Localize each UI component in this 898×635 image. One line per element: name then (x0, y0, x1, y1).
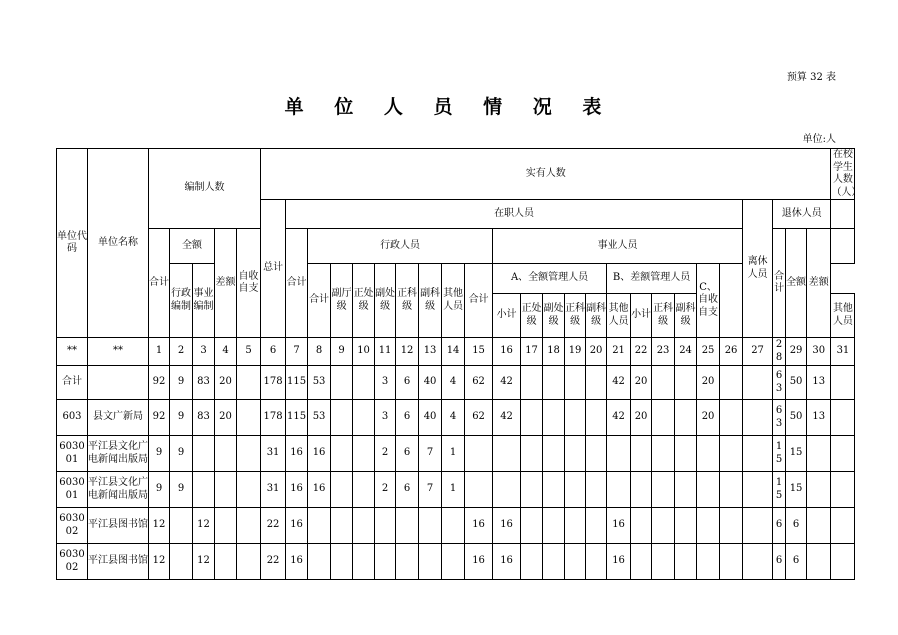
table-cell (331, 508, 353, 544)
table-cell (442, 544, 465, 580)
table-cell (607, 436, 631, 472)
table-cell (675, 400, 697, 436)
table-cell: 20 (697, 400, 720, 436)
table-cell: 9 (149, 436, 170, 472)
lixiu-header: 离休人员 (743, 200, 773, 338)
column-number-row (57, 338, 855, 366)
a-quan-header: A、全额管理人员 (493, 264, 607, 294)
b-xiaoji-header: 小计 (631, 294, 652, 338)
form-number: 预算 32 表 (786, 72, 836, 83)
table-cell (720, 400, 743, 436)
table-cell: 20 (631, 400, 652, 436)
a-xiaoji-header: 小计 (493, 294, 521, 338)
table-cell (353, 508, 375, 544)
table-cell: 63 (773, 400, 786, 436)
col-number: 10 (353, 338, 375, 366)
table-cell (743, 436, 773, 472)
col-number: 18 (543, 338, 565, 366)
table-cell (215, 436, 237, 472)
col-number: 15 (465, 338, 493, 366)
table-cell (720, 472, 743, 508)
table-cell: 6 (396, 472, 419, 508)
table-cell (170, 544, 193, 580)
col-number: 25 (697, 338, 720, 366)
table-cell (521, 544, 543, 580)
c-zishou-header: C、自收自支 (697, 264, 720, 338)
table-cell (237, 472, 261, 508)
col-number: 26 (720, 338, 743, 366)
table-cell: 16 (465, 508, 493, 544)
table-cell: 9 (170, 366, 193, 400)
table-cell: 9 (170, 472, 193, 508)
table-cell: 62 (465, 366, 493, 400)
a-fu-ke-header: 副科级 (586, 294, 607, 338)
table-cell (521, 472, 543, 508)
table-cell (215, 508, 237, 544)
col-number: 2 (170, 338, 193, 366)
col-number: 16 (493, 338, 521, 366)
table-cell: 178 (261, 366, 286, 400)
table-cell: 16 (308, 436, 331, 472)
table-cell: 9 (170, 400, 193, 436)
b-cha-header: B、差额管理人员 (607, 264, 697, 294)
table-cell: 83 (193, 400, 215, 436)
table-cell: 115 (286, 366, 308, 400)
col-number: 21 (607, 338, 631, 366)
unit-name-cell: 平江县文化广电新闻出版局 (88, 436, 149, 472)
table-cell: 13 (807, 366, 831, 400)
table-cell (631, 544, 652, 580)
col-number: 9 (331, 338, 353, 366)
table-cell (720, 436, 743, 472)
tx-heji-header: 合计 (773, 229, 786, 338)
header-blank (831, 229, 855, 264)
table-cell: 6 (786, 508, 807, 544)
b-fu-ke-header: 副科级 (675, 294, 697, 338)
zaizhi-header: 在职人员 (286, 200, 743, 229)
table-cell (237, 508, 261, 544)
table-cell (586, 544, 607, 580)
shiyou-header: 实有人数 (261, 149, 831, 200)
table-cell: 7 (419, 436, 442, 472)
unit-name-cell: 平江县图书馆 (88, 544, 149, 580)
col-number: 28 (773, 338, 786, 366)
fu-ke-header: 副科级 (419, 264, 442, 338)
unit-name-header: 单位名称 (88, 149, 149, 338)
table-cell: 16 (308, 472, 331, 508)
table-cell (419, 508, 442, 544)
table-cell (396, 508, 419, 544)
unit-label: 单位:人 (802, 134, 836, 145)
table-cell (675, 544, 697, 580)
table-cell: 20 (697, 366, 720, 400)
table-cell (565, 366, 586, 400)
unit-code-cell: 合计 (57, 366, 88, 400)
table-cell (193, 472, 215, 508)
table-cell (675, 366, 697, 400)
header-blank (720, 264, 743, 338)
table-cell (831, 436, 855, 472)
table-cell (521, 508, 543, 544)
table-cell (831, 366, 855, 400)
table-cell: 16 (607, 508, 631, 544)
table-cell (442, 508, 465, 544)
table-cell (353, 400, 375, 436)
table-cell: 63 (773, 366, 786, 400)
col-number: 1 (149, 338, 170, 366)
table-cell (396, 544, 419, 580)
table-cell: 115 (286, 400, 308, 436)
col-number: 11 (375, 338, 396, 366)
table-cell: 16 (493, 508, 521, 544)
table-cell: 12 (193, 508, 215, 544)
table-row (57, 436, 855, 472)
table-cell: 20 (631, 366, 652, 400)
col-number: 14 (442, 338, 465, 366)
col-number: 3 (193, 338, 215, 366)
unit-name-cell: 平江县文化广电新闻出版局 (88, 472, 149, 508)
table-cell (697, 472, 720, 508)
table-cell (170, 508, 193, 544)
table-cell (521, 366, 543, 400)
table-cell: 16 (286, 508, 308, 544)
table-cell (586, 436, 607, 472)
table-row (57, 508, 855, 544)
table-cell: 53 (308, 400, 331, 436)
table-cell (565, 544, 586, 580)
table-cell: 15 (773, 472, 786, 508)
unit-code-cell: 603001 (57, 472, 88, 508)
table-cell: 42 (493, 400, 521, 436)
bianzhi-header: 编制人数 (149, 149, 261, 229)
col-number: 13 (419, 338, 442, 366)
table-cell (237, 436, 261, 472)
table-cell (543, 366, 565, 400)
table-cell (807, 472, 831, 508)
bz-heji-header: 合计 (149, 229, 170, 338)
table-cell: 62 (465, 400, 493, 436)
table-cell (586, 366, 607, 400)
table-cell (807, 544, 831, 580)
bz-cha-e-header: 差额 (215, 229, 237, 338)
table-cell (586, 472, 607, 508)
table-cell (652, 400, 675, 436)
table-cell (331, 366, 353, 400)
table-cell: 31 (261, 472, 286, 508)
table-cell (353, 366, 375, 400)
table-cell (353, 436, 375, 472)
table-cell: 6 (773, 544, 786, 580)
page-title: 单 位 人 员 情 况 表 (284, 96, 614, 118)
table-cell (215, 544, 237, 580)
unit-name-cell: 平江县图书馆 (88, 508, 149, 544)
fu-ting-header: 副厅级 (331, 264, 353, 338)
table-cell (831, 400, 855, 436)
table-cell (720, 544, 743, 580)
table-cell (720, 366, 743, 400)
table-cell (743, 472, 773, 508)
table-cell (743, 508, 773, 544)
col-number: 29 (786, 338, 807, 366)
col-number: 7 (286, 338, 308, 366)
unit-code-cell: 603002 (57, 508, 88, 544)
table-cell (331, 436, 353, 472)
table-cell: 3 (375, 400, 396, 436)
table-cell (652, 366, 675, 400)
col-number: 22 (631, 338, 652, 366)
table-cell: 12 (149, 508, 170, 544)
table-cell: 92 (149, 400, 170, 436)
table-cell (743, 400, 773, 436)
table-cell: 12 (193, 544, 215, 580)
table-cell (831, 544, 855, 580)
unit-code-cell: 603 (57, 400, 88, 436)
xz-heji-header: 合计 (308, 264, 331, 338)
table-cell (831, 472, 855, 508)
sy-heji-header: 合计 (465, 264, 493, 338)
table-cell (565, 508, 586, 544)
table-cell: 6 (773, 508, 786, 544)
col-number: ** (88, 338, 149, 366)
unit-name-cell: 县文广新局 (88, 400, 149, 436)
table-cell (675, 472, 697, 508)
a-qita-header: 其他人员 (607, 294, 631, 338)
table-cell (375, 508, 396, 544)
table-cell: 16 (286, 436, 308, 472)
table-cell (586, 508, 607, 544)
table-cell: 6 (786, 544, 807, 580)
table-cell: 4 (442, 366, 465, 400)
table-cell (565, 400, 586, 436)
table-cell: 9 (170, 436, 193, 472)
tx-quan-e-header: 全额 (786, 229, 807, 338)
table-cell (353, 472, 375, 508)
personnel-table (56, 148, 862, 580)
shiye-header: 事业人员 (493, 229, 743, 264)
table-cell: 7 (419, 472, 442, 508)
table-cell (308, 508, 331, 544)
col-number: 8 (308, 338, 331, 366)
zheng-ke-header: 正科级 (396, 264, 419, 338)
unit-code-cell: 603002 (57, 544, 88, 580)
col-number: 17 (521, 338, 543, 366)
table-cell (607, 472, 631, 508)
xz-qita-header: 其他人员 (442, 264, 465, 338)
table-cell (543, 436, 565, 472)
table-cell: 4 (442, 400, 465, 436)
col-number: 20 (586, 338, 607, 366)
table-cell (720, 508, 743, 544)
table-cell (543, 400, 565, 436)
table-row (57, 472, 855, 508)
table-cell: 42 (607, 400, 631, 436)
zheng-chu-header: 正处级 (353, 264, 375, 338)
table-cell (193, 436, 215, 472)
table-cell (543, 544, 565, 580)
table-cell: 53 (308, 366, 331, 400)
table-cell (652, 472, 675, 508)
table-cell: 22 (261, 544, 286, 580)
table-cell (807, 436, 831, 472)
table-cell: 2 (375, 436, 396, 472)
table-cell (631, 436, 652, 472)
table-cell: 31 (261, 436, 286, 472)
table-cell (353, 544, 375, 580)
table-cell: 40 (419, 366, 442, 400)
b-qita-header: 其他人员 (831, 294, 855, 338)
col-number: 31 (831, 338, 855, 366)
table-cell (743, 544, 773, 580)
header-blank (831, 200, 855, 229)
col-number: 23 (652, 338, 675, 366)
table-cell (543, 472, 565, 508)
table-cell (493, 472, 521, 508)
table-cell (521, 400, 543, 436)
table-cell: 22 (261, 508, 286, 544)
col-number: 24 (675, 338, 697, 366)
table-cell (331, 472, 353, 508)
table-cell: 16 (493, 544, 521, 580)
zongji-header: 总计 (261, 200, 286, 338)
fu-chu-header: 副处级 (375, 264, 396, 338)
table-cell: 15 (786, 472, 807, 508)
table-cell: 9 (149, 472, 170, 508)
table-cell: 83 (193, 366, 215, 400)
table-cell (631, 508, 652, 544)
unit-code-header: 单位代码 (57, 149, 88, 338)
table-cell (807, 508, 831, 544)
table-cell (631, 472, 652, 508)
table-cell (652, 436, 675, 472)
a-zheng-ke-header: 正科级 (565, 294, 586, 338)
table-cell (697, 436, 720, 472)
table-cell (565, 472, 586, 508)
table-cell (697, 508, 720, 544)
table-cell: 6 (396, 436, 419, 472)
table-cell: 13 (807, 400, 831, 436)
table-cell: 42 (493, 366, 521, 400)
table-cell (521, 436, 543, 472)
table-cell: 50 (786, 366, 807, 400)
col-number: 27 (743, 338, 773, 366)
col-number: 4 (215, 338, 237, 366)
table-cell: 16 (465, 544, 493, 580)
table-cell: 42 (607, 366, 631, 400)
table-cell (375, 544, 396, 580)
xingzheng-bz-header: 行政编制 (170, 264, 193, 338)
table-cell: 3 (375, 366, 396, 400)
table-cell (743, 366, 773, 400)
col-number: 12 (396, 338, 419, 366)
a-fu-chu-header: 副处级 (543, 294, 565, 338)
table-cell: 50 (786, 400, 807, 436)
table-cell: 1 (442, 436, 465, 472)
unit-name-cell (88, 366, 149, 400)
table-cell: 40 (419, 400, 442, 436)
table-cell: 1 (442, 472, 465, 508)
unit-code-cell: 603001 (57, 436, 88, 472)
table-row (57, 544, 855, 580)
table-cell: 15 (773, 436, 786, 472)
tuixiu-header: 退休人员 (773, 200, 831, 229)
table-cell (308, 544, 331, 580)
table-cell (465, 436, 493, 472)
table-cell: 6 (396, 400, 419, 436)
col-number: 19 (565, 338, 586, 366)
col-number: 30 (807, 338, 831, 366)
col-number: ** (57, 338, 88, 366)
table-cell (331, 544, 353, 580)
shiye-bz-header: 事业编制 (193, 264, 215, 338)
table-cell: 12 (149, 544, 170, 580)
table-cell (237, 544, 261, 580)
quan-e-header: 全额 (170, 229, 215, 264)
table-cell (652, 508, 675, 544)
table-cell (237, 366, 261, 400)
table-cell (419, 544, 442, 580)
table-cell (215, 472, 237, 508)
table-cell (565, 436, 586, 472)
table-cell: 15 (786, 436, 807, 472)
tx-cha-e-header: 差额 (807, 229, 831, 338)
col-number: 6 (261, 338, 286, 366)
table-row (57, 366, 855, 400)
zz-heji-header: 合计 (286, 229, 308, 338)
students-header: 在校学生人数（人） (831, 149, 862, 198)
table-cell (331, 400, 353, 436)
table-cell: 178 (261, 400, 286, 436)
table-row (57, 400, 855, 436)
a-zheng-chu-header: 正处级 (521, 294, 543, 338)
table-cell: 20 (215, 400, 237, 436)
table-cell: 20 (215, 366, 237, 400)
b-zheng-ke-header: 正科级 (652, 294, 675, 338)
table-cell: 16 (286, 472, 308, 508)
table-cell (675, 436, 697, 472)
table-cell (697, 544, 720, 580)
table-cell (237, 400, 261, 436)
table-cell: 2 (375, 472, 396, 508)
col-number: 5 (237, 338, 261, 366)
table-cell (831, 508, 855, 544)
table-cell: 16 (286, 544, 308, 580)
table-cell: 16 (607, 544, 631, 580)
table-cell (543, 508, 565, 544)
table-cell: 6 (396, 366, 419, 400)
xingzheng-header: 行政人员 (308, 229, 493, 264)
table-cell (465, 472, 493, 508)
bz-zishou-header: 自收自支 (237, 229, 261, 338)
table-cell: 92 (149, 366, 170, 400)
table-cell (586, 400, 607, 436)
table-cell (493, 436, 521, 472)
table-cell (675, 508, 697, 544)
table-cell (652, 544, 675, 580)
